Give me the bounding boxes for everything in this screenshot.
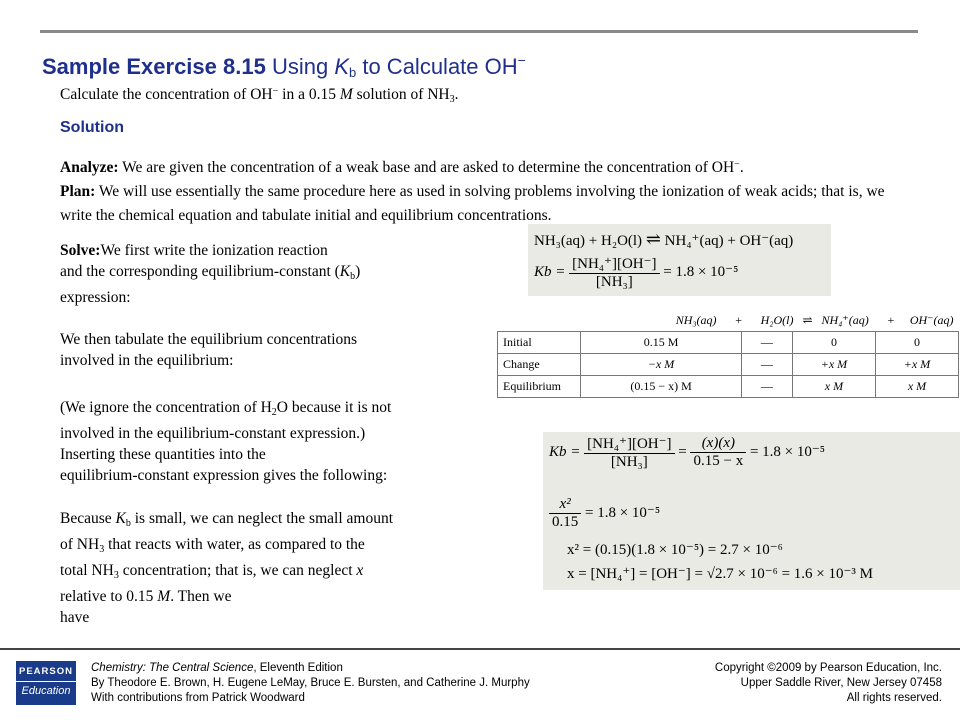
page-title: Sample Exercise 8.15 Using $K_b$ to Calculate OH− — [42, 52, 526, 80]
analyze-plan-paragraph — [60, 153, 900, 228]
x-squared-line: x² = (0.15)(1.8 × 10⁻⁵) = 2.7 × 10⁻⁶ — [567, 542, 783, 558]
question-text: Calculate the concentration of OH− in a 0.15 M solution of $NH_3$. — [60, 86, 459, 105]
solve-text: Solve:We first write the ionization reaction and the corresponding equilibrium-constant $(K_b)$ expression: — [60, 242, 361, 306]
footer-citation: Chemistry: The Central Science, Eleventh Edition By Theodore E. Brown, H. Eugene LeMay, Bruce E. Bursten, and Catherine J. Murphy With contributions from Patrick Woodward — [91, 662, 530, 704]
ice-header-reaction: NH₃(aq) + H₂O(l) ⇌ NH₄⁺(aq) + OH⁻(aq) — [675, 313, 954, 327]
top-divider — [40, 30, 918, 33]
footer-copyright: Copyright ©2009 by Pearson Education, Inc. Upper Saddle River, New Jersey 07458 All rights reserved. — [714, 662, 942, 704]
ionization-reaction: NH₃(aq) + H₂O(l) ⇌ NH₄⁺(aq) + OH⁻(aq) — [534, 229, 794, 249]
approximation: $\frac{\text{x²}}{0.15}$ = 1.8 × 10⁻⁵ — [549, 496, 660, 531]
equation-box-ionization — [528, 224, 831, 296]
analyze-line: Analyze: We are given the concentration of a weak base and are asked to determine the concentration of OH−. — [60, 159, 744, 176]
solution-heading: Solution — [60, 119, 124, 136]
x-result-line: x = [NH₄⁺] = [OH⁻] = √2.7 × 10⁻⁶ = 1.6 × 10⁻³ M — [567, 566, 874, 582]
ignore-text: (We ignore the concentration of $H_2O$ because it is not involved in the equilibrium-constant expression.) Inserting these quantities into the equilibrium-constant expression gives the following: — [60, 399, 392, 484]
ice-table — [497, 310, 959, 398]
kb-substitution: Kb = $\frac{\text{[NH₄⁺][OH⁻]}}{\text{[NH₃]}}$ = $\frac{(x)(x)}{0.15 - x}$ = 1.8 × 10⁻⁵ — [549, 435, 826, 470]
table-row: Change −x M — +x M +x M — [498, 354, 959, 376]
plan-line: Plan: We will use essentially the same procedure here as used in solving problems involving the ionization of weak acids; that is, we write the chemical equation and tabulate initial and equilibrium concentrations. — [60, 183, 885, 224]
because-text: Because $K_b$ is small, we can neglect the small amount of $NH_3$ that reacts with water, as compared to the total $NH_3$ concentration; that is, we can neglect x relative to 0.15 M. Then we have — [60, 510, 393, 626]
table-row: Initial 0.15 M — 0 0 — [498, 332, 959, 354]
ice-header-row — [498, 310, 959, 332]
equation-box-solution — [543, 432, 960, 590]
pearson-logo: PEARSON Education — [16, 661, 76, 705]
kb-expression: Kb = $\frac{\text{[NH₄⁺][OH⁻]}}{\text{[NH₃]}}$ = 1.8 × 10⁻⁵ — [534, 256, 739, 290]
table-row: Equilibrium (0.15 − x) M — x M x M — [498, 376, 959, 398]
tabulate-text: We then tabulate the equilibrium concentrations involved in the equilibrium: — [60, 331, 358, 369]
bottom-divider — [0, 648, 960, 650]
